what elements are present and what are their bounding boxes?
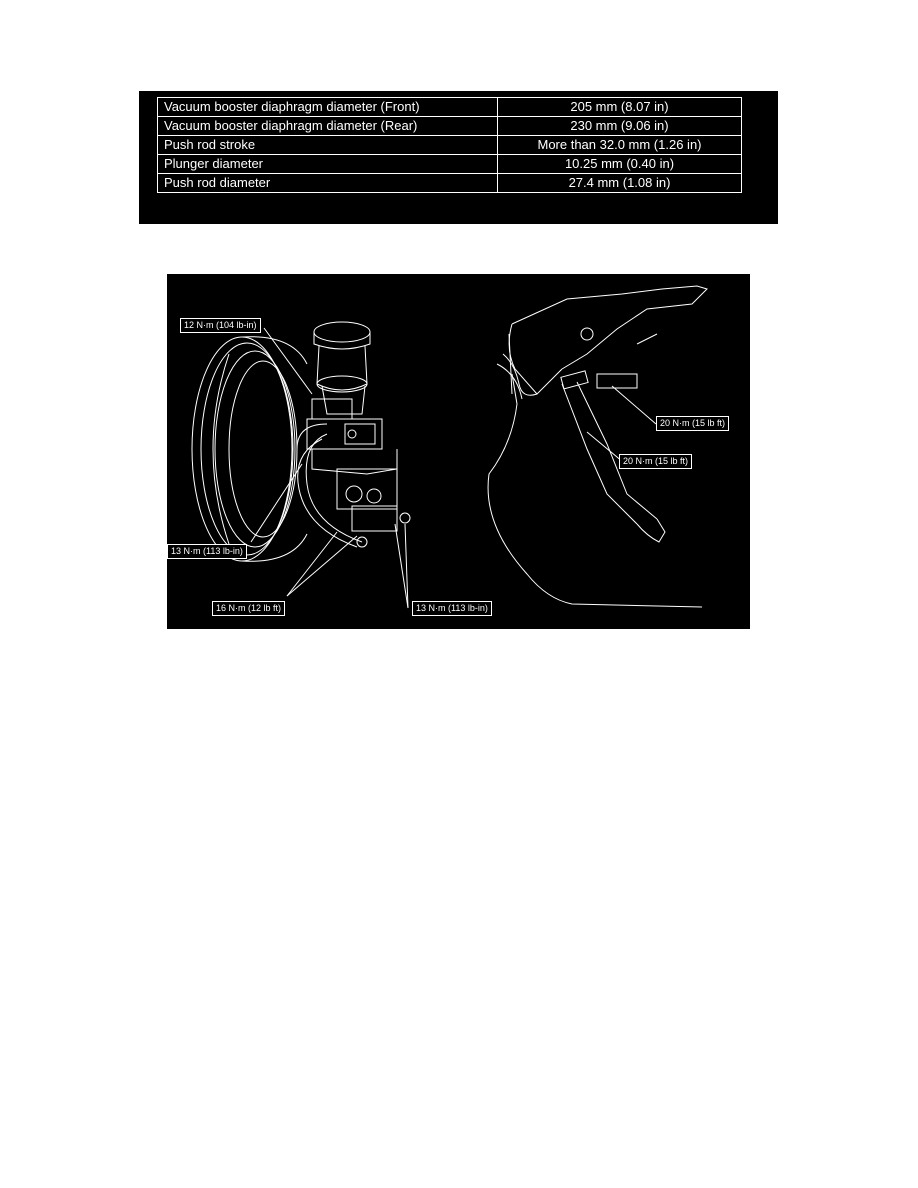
torque-label-brake-lines: 16 N·m (12 lb ft) [212,601,285,616]
spec-panel [139,91,778,224]
table-row [158,98,742,117]
table-row [158,136,742,155]
spec-value: 205 mm (8.07 in) [498,98,742,117]
spec-name: Push rod diameter [158,174,498,193]
master-cylinder-illustration [297,322,410,547]
brake-diagram [167,274,750,629]
torque-label-reservoir-bolt: 12 N·m (104 lb-in) [180,318,261,333]
spec-name: Push rod stroke [158,136,498,155]
torque-label-booster-nut: 13 N·m (113 lb-in) [167,544,247,559]
spec-name: Vacuum booster diaphragm diameter (Rear) [158,117,498,136]
spec-name: Plunger diameter [158,155,498,174]
vacuum-booster-illustration [192,337,307,562]
table-row [158,117,742,136]
torque-label-valve-bolts: 13 N·m (113 lb-in) [412,601,492,616]
spec-value: 10.25 mm (0.40 in) [498,155,742,174]
brake-pedal-illustration [488,286,707,607]
spec-value: More than 32.0 mm (1.26 in) [498,136,742,155]
spec-table [157,97,742,193]
spec-name: Vacuum booster diaphragm diameter (Front) [158,98,498,117]
table-row [158,155,742,174]
table-row [158,174,742,193]
spec-value: 27.4 mm (1.08 in) [498,174,742,193]
torque-label-pedal-upper: 20 N·m (15 lb ft) [656,416,729,431]
torque-label-pedal-lower: 20 N·m (15 lb ft) [619,454,692,469]
spec-value: 230 mm (9.06 in) [498,117,742,136]
